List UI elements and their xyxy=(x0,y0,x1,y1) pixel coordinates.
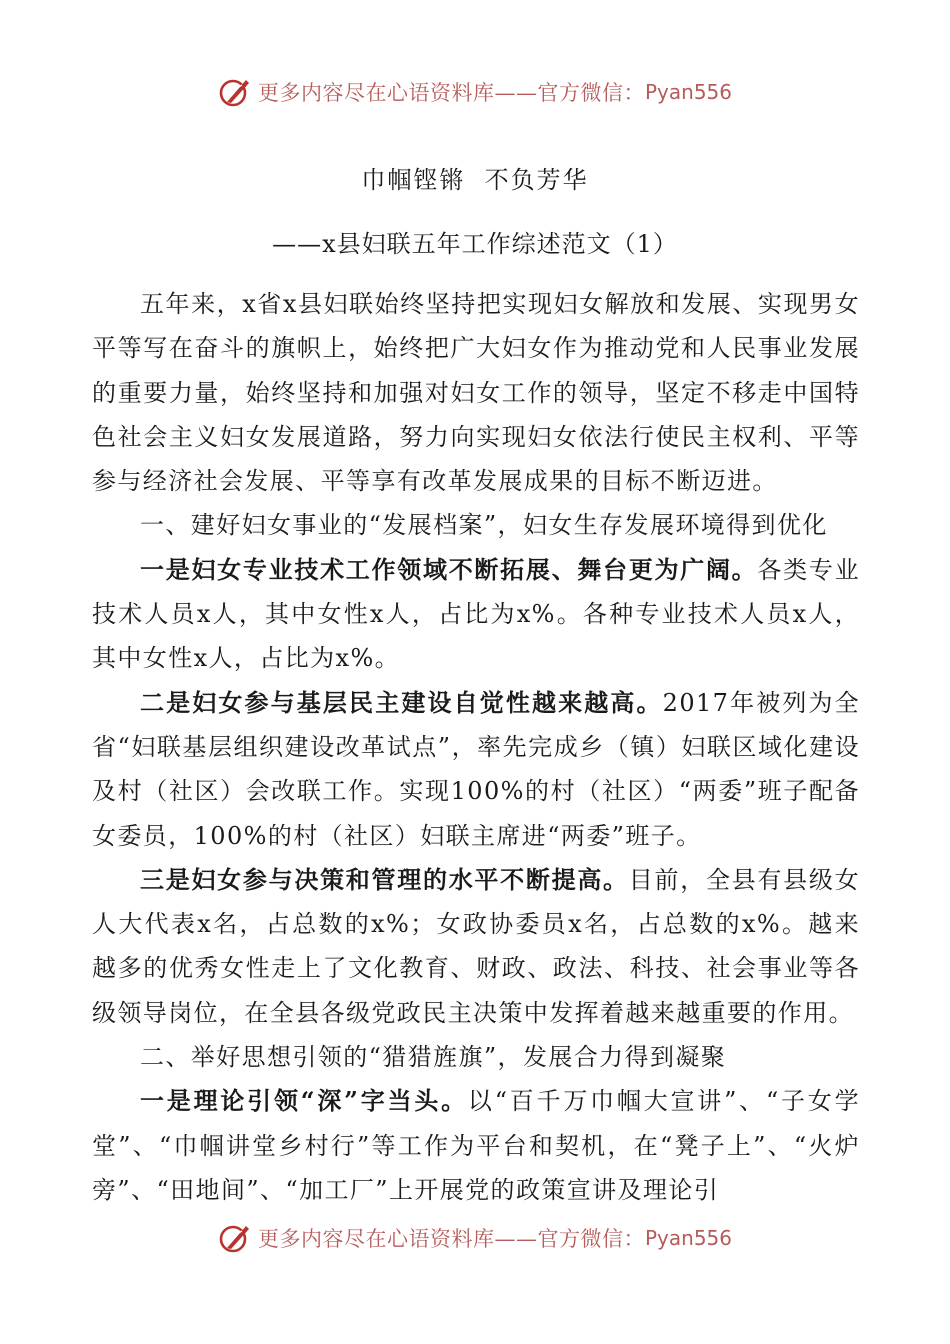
paragraph-text: 目前，全县有县级女人大代表x名，占总数的x%；女政协委员x名，占总数的x%。越来越多的优秀女性走上了文化教育、财政、政法、科技、社会事业等各级领导岗位，在全县各级党政民主决策中发挥着越来越重要的作用。 xyxy=(92,865,860,1027)
paragraph-lead: 一是理论引领“深”字当头。 xyxy=(140,1086,468,1116)
paragraph-lead: 三是妇女参与决策和管理的水平不断提高。 xyxy=(140,864,629,894)
paragraph xyxy=(92,548,860,681)
paragraph-text: 二、举好思想引领的“猎猎旌旗”，发展合力得到凝聚 xyxy=(140,1043,727,1072)
document-body xyxy=(92,282,860,1212)
paragraph-text: 各类专业技术人员x人，其中女性x人，占比为x%。各种专业技术人员x人，其中女性x人，占比为x%。 xyxy=(92,555,860,673)
paragraph xyxy=(92,1079,860,1212)
paragraph-lead: 二是妇女参与基层民主建设自觉性越来越高。 xyxy=(140,687,663,717)
section-heading xyxy=(92,1035,860,1079)
section-heading xyxy=(92,503,860,547)
banner-text: 更多内容尽在心语资料库——官方微信： xyxy=(257,81,645,105)
document-title: 巾帼铿锵 不负芳华 xyxy=(361,166,589,194)
header-banner xyxy=(0,72,950,112)
paragraph xyxy=(92,858,860,1035)
banner-wechat-id: Pyan556 xyxy=(644,80,732,104)
quill-logo-icon xyxy=(218,75,252,109)
banner-text: 更多内容尽在心语资料库——官方微信： xyxy=(257,1227,645,1251)
paragraph xyxy=(92,681,860,858)
document-subtitle: ——x县妇联五年工作综述范文（1） xyxy=(272,230,678,258)
paragraph-text: 五年来，x省x县妇联始终坚持把实现妇女解放和发展、实现男女平等写在奋斗的旗帜上，始终把广大妇女作为推动党和人民事业发展的重要力量，始终坚持和加强对妇女工作的领导，坚定不移走中国特色社会主义妇女发展道路，努力向实现妇女依法行使民主权利、平等参与经济社会发展、平等享有改革发展成果的目标不断迈进。 xyxy=(92,290,860,496)
paragraph-text: 一、建好妇女事业的“发展档案”，妇女生存发展环境得到优化 xyxy=(140,511,828,540)
paragraph-text: 以“百千万巾帼大宣讲”、“子女学堂”、“巾帼讲堂乡村行”等工作为平台和契机，在“凳子上”、“火炉旁”、“田地间”、“加工厂”上开展党的政策宣讲及理论引 xyxy=(92,1087,860,1204)
banner-wechat-id: Pyan556 xyxy=(644,1226,732,1250)
quill-logo-icon xyxy=(218,1221,252,1255)
paragraph xyxy=(92,282,860,503)
paragraph-text: 2017年被列为全省“妇联基层组织建设改革试点”，率先完成乡（镇）妇联区域化建设及村（社区）会改联工作。实现100%的村（社区）“两委”班子配备女委员，100%的村（社区）妇联主席进“两委”班子。 xyxy=(92,688,860,850)
footer-banner xyxy=(0,1218,950,1258)
paragraph-lead: 一是妇女专业技术工作领域不断拓展、舞台更为广阔。 xyxy=(140,554,758,584)
